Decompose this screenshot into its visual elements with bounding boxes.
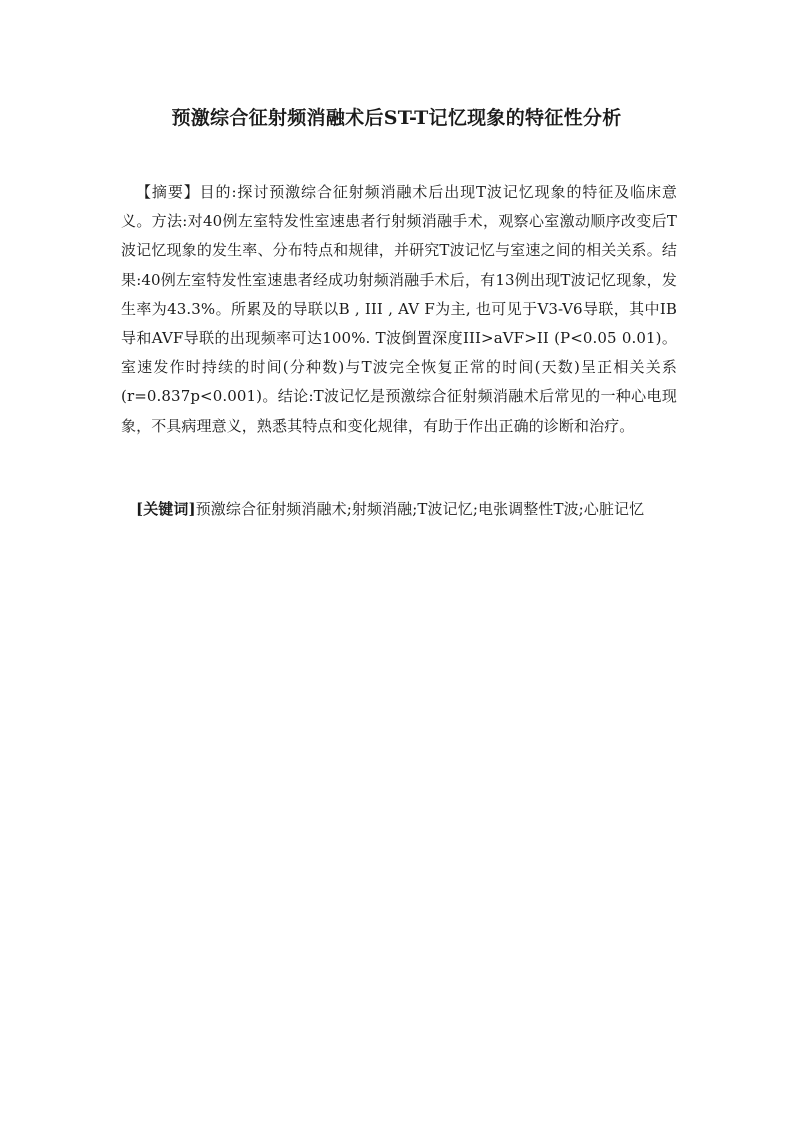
abstract-paragraph: [121, 178, 677, 441]
keywords-text: 预激综合征射频消融术;射频消融;T波记忆;电张调整性T波;心脏记忆: [195, 500, 645, 518]
abstract-text: 目的:探讨预激综合征射频消融术后出现T波记忆现象的特征及临床意义。方法:对40例左室特发性室速患者行射频消融手术，观察心室激动顺序改变后T波记忆现象的发生率、分布特点和规律，并研究T波记忆与室速之间的相关关系。结果:40例左室特发性室速患者经成功射频消融手术后，有13例出现T波记忆现象，发生率为43.3%。所累及的导联以B , III , AV F为主, 也可见于V3-V6导联，其中IB导和AVF导联的出现频率可达100%. T波倒置深度III>aVF>II (P<0.05 0.01)。室速发作时持续的时间(分种数)与T波完全恢复正常的时间(天数)呈正相关关系(r=0.837p<0.001)。结论:T波记忆是预激综合征射频消融术后常见的一种心电现象，不具病理意义，熟悉其特点和变化规律，有助于作出正确的诊断和治疗。: [121, 183, 677, 435]
abstract-label: 【摘要】: [136, 183, 200, 201]
keywords-label: [关键词]: [136, 500, 196, 518]
document-title: 预激综合征射频消融术后ST-T记忆现象的特征性分析: [171, 107, 622, 129]
keywords-paragraph: [121, 495, 677, 524]
